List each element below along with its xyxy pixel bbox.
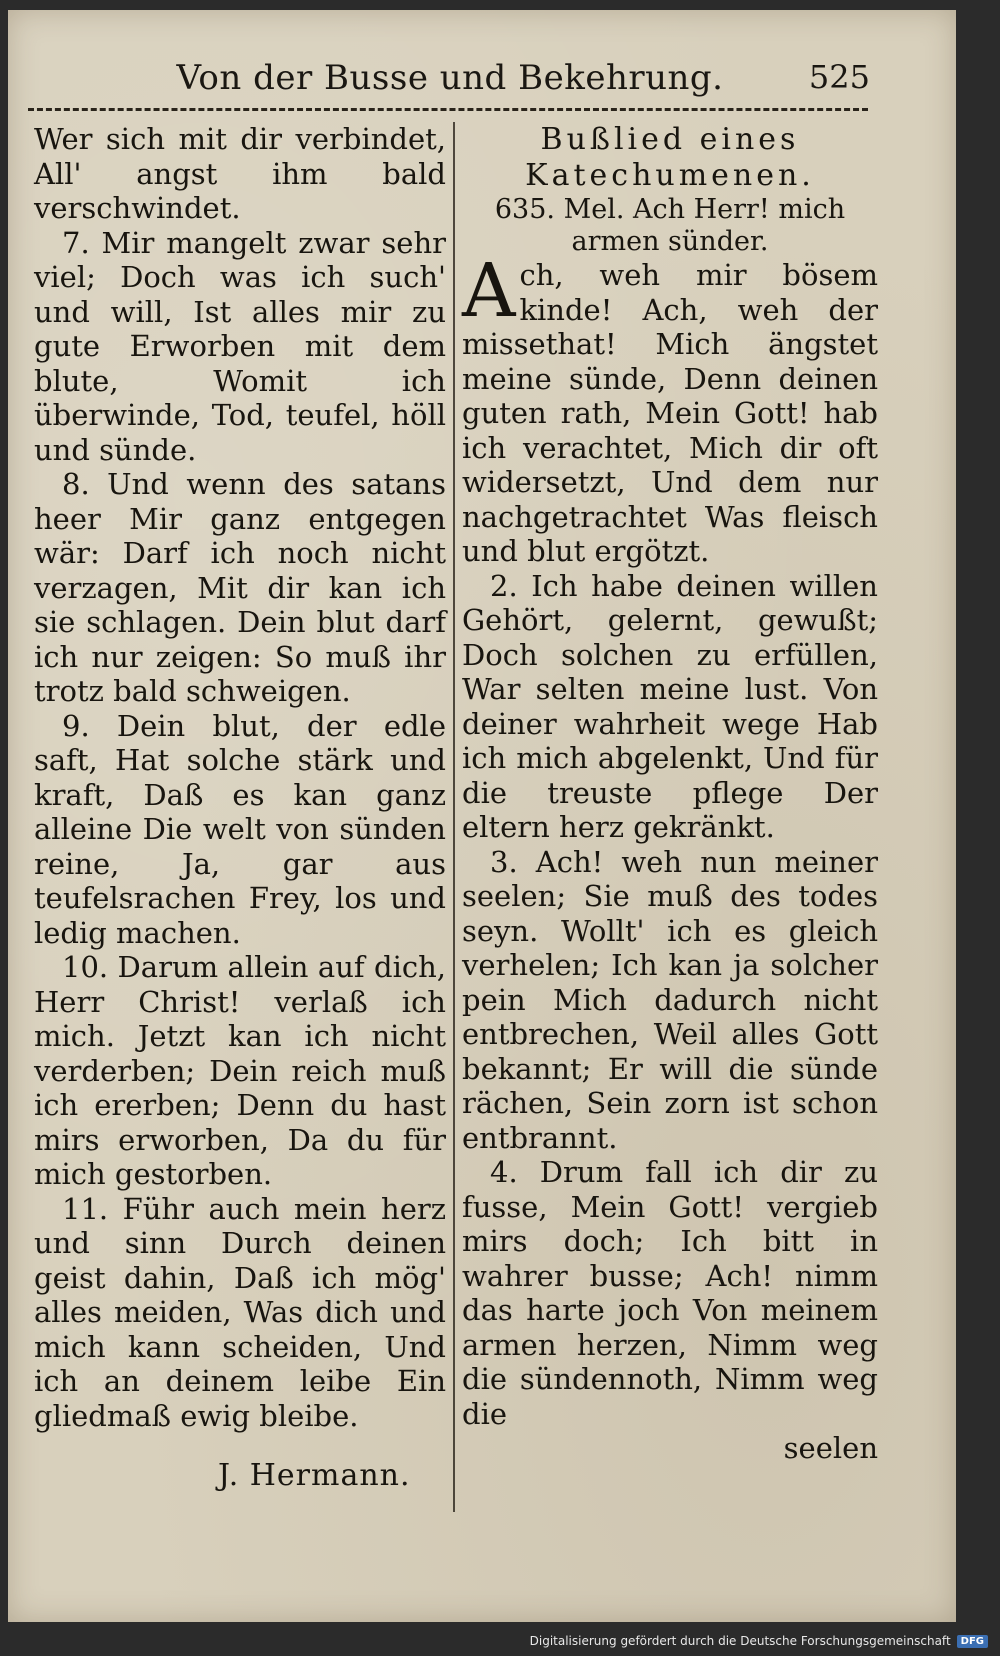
verse-3: 3. Ach! weh nun meiner seelen; Sie muß des todes seyn. Wollt' ich es gleich verhelen; Ich kan ja solcher pein Mich dadurch nicht entbrechen, Weil alles Gott bekannt; Er will die sünde rächen, Sein zorn ist schon entbrannt. xyxy=(462,844,878,1155)
verse-continuation: Wer sich mit dir verbindet, All' angst ihm bald verschwindet. xyxy=(34,122,446,225)
verse-2: 2. Ich habe deinen willen Gehört, gelernt, gewußt; Doch solchen zu erfüllen, War selten meine lust. Von deiner wahrheit wege Hab ich mich abgelenkt, Und für die treuste pflege Der eltern herz gekränkt. xyxy=(462,568,878,844)
verse-1: Ach, weh mir bösem kinde! Ach, weh der missethat! Mich ängstet meine sünde, Denn deinen guten rath, Mein Gott! hab ich verachtet, Mich dir oft widersetzt, Und dem nur nachgetrachtet Was fleisch und blut ergötzt. xyxy=(462,248,878,568)
running-title: Von der Busse und Bekehrung. xyxy=(176,58,724,98)
verse-9: 9. Dein blut, der edle saft, Hat solche stärk und kraft, Daß es kan ganz alleine Die welt von sünden reine, Ja, gar aus teufelsrachen Frey, los und ledig machen. xyxy=(34,708,446,950)
verse-10: 10. Darum allein auf dich, Herr Christ! verlaß ich mich. Jetzt kan ich nicht verderben; Dein reich muß ich ererben; Denn du hast mirs erworben, Da du für mich gestorben. xyxy=(34,950,446,1191)
hymn-title: Bußlied eines Katechumenen. xyxy=(525,122,815,193)
catchword: seelen xyxy=(783,1431,878,1465)
left-column xyxy=(34,122,446,1433)
page-header xyxy=(30,58,870,110)
author-signature: J. Hermann. xyxy=(218,1458,411,1493)
header-rule xyxy=(28,108,868,114)
right-column xyxy=(462,122,878,1466)
verse-11: 11. Führ auch mein herz und sinn Durch deinen geist dahin, Daß ich mög' alles meiden, Was dich und mich kann scheiden, Und ich an deinem leibe Ein gliedmaß ewig bleibe. xyxy=(34,1191,446,1433)
page-number: 525 xyxy=(808,58,870,96)
verse-4: 4. Drum fall ich dir zu fusse, Mein Gott! vergieb mirs doch; Ich bitt in wahrer busse; Ach! nimm das harte joch Von meinem armen herzen, Nimm weg die sündennoth, Nimm weg die xyxy=(462,1155,878,1431)
verse-7: 7. Mir mangelt zwar sehr viel; Doch was ich such' und will, Ist alles mir zu gute Erworben mit dem blute, Womit ich überwinde, Tod, teufel, höll und sünde. xyxy=(34,225,446,467)
melody-line: 635. Mel. Ach Herr! mich armen sünder. xyxy=(494,194,846,257)
credit-text: Digitalisierung gefördert durch die Deutsche Forschungsgemeinschaft xyxy=(529,1634,951,1648)
verse-8: 8. Und wenn des satans heer Mir ganz entgegen wär: Darf ich noch nicht verzagen, Mit dir kan ich sie schlagen. Dein blut darf ich nur zeigen: So muß ihr trotz bald schweigen. xyxy=(34,467,446,708)
column-divider xyxy=(453,122,455,1512)
book-page xyxy=(8,10,956,1622)
digitization-credit xyxy=(530,1634,988,1648)
dfg-logo-icon: DFG xyxy=(957,1635,988,1648)
